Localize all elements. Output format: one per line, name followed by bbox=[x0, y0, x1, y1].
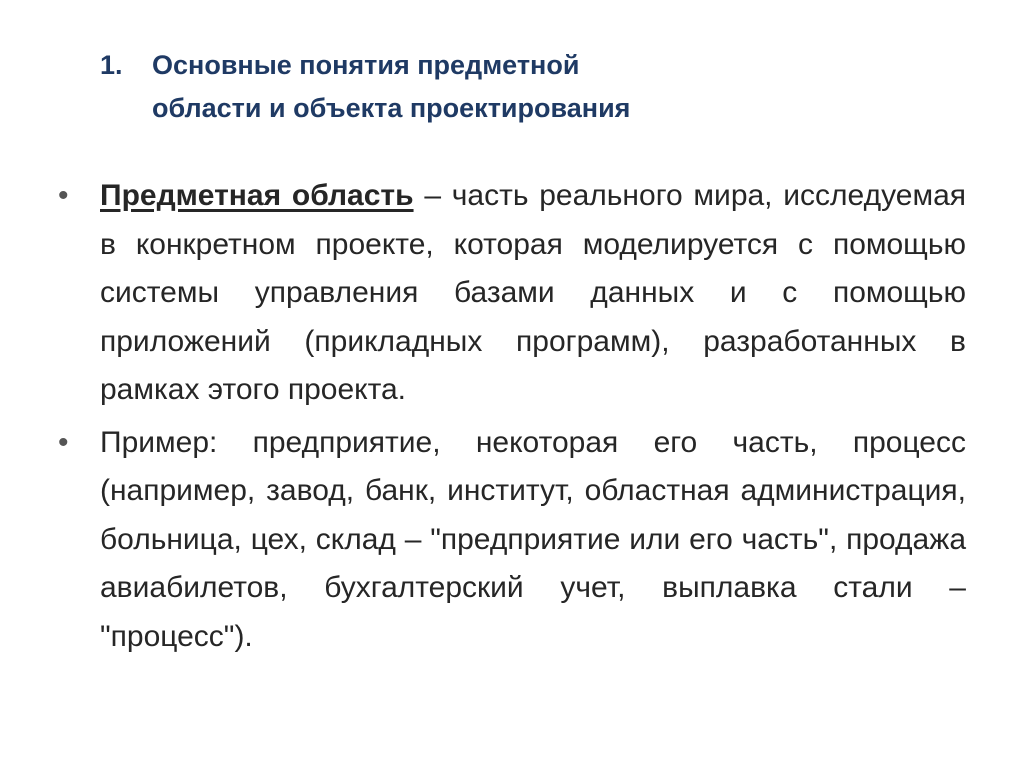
definition-text: – часть реального мира, исследуемая в конкретном проекте, которая моделируется с помощью системы управления базами данных и с помощью приложений (прикладных программ), разработанных в рамках этого проекта. bbox=[100, 179, 966, 406]
definition-term: Предметная область bbox=[100, 179, 414, 212]
bullet-example bbox=[58, 419, 966, 662]
bullet-icon: • bbox=[58, 425, 69, 459]
bullet-icon: • bbox=[58, 179, 69, 212]
bullet-definition bbox=[58, 172, 966, 415]
title-number: 1. bbox=[100, 50, 123, 80]
title-line-1: Основные понятия предметной bbox=[152, 50, 580, 80]
example-text: Пример: предприятие, некоторая его часть, процесс (например, завод, банк, институт, областная администрация, больница, цех, склад – "предприятие или его часть", продажа авиабилетов, бухгалтерский учет, выплавка стали – "процесс"). bbox=[100, 425, 966, 653]
title-row-2 bbox=[100, 87, 920, 130]
bullet-list bbox=[58, 172, 966, 661]
slide-title bbox=[100, 44, 920, 130]
title-line-2: области и объекта проектирования bbox=[152, 93, 631, 123]
title-indent bbox=[100, 87, 152, 130]
title-row-1 bbox=[100, 44, 920, 87]
